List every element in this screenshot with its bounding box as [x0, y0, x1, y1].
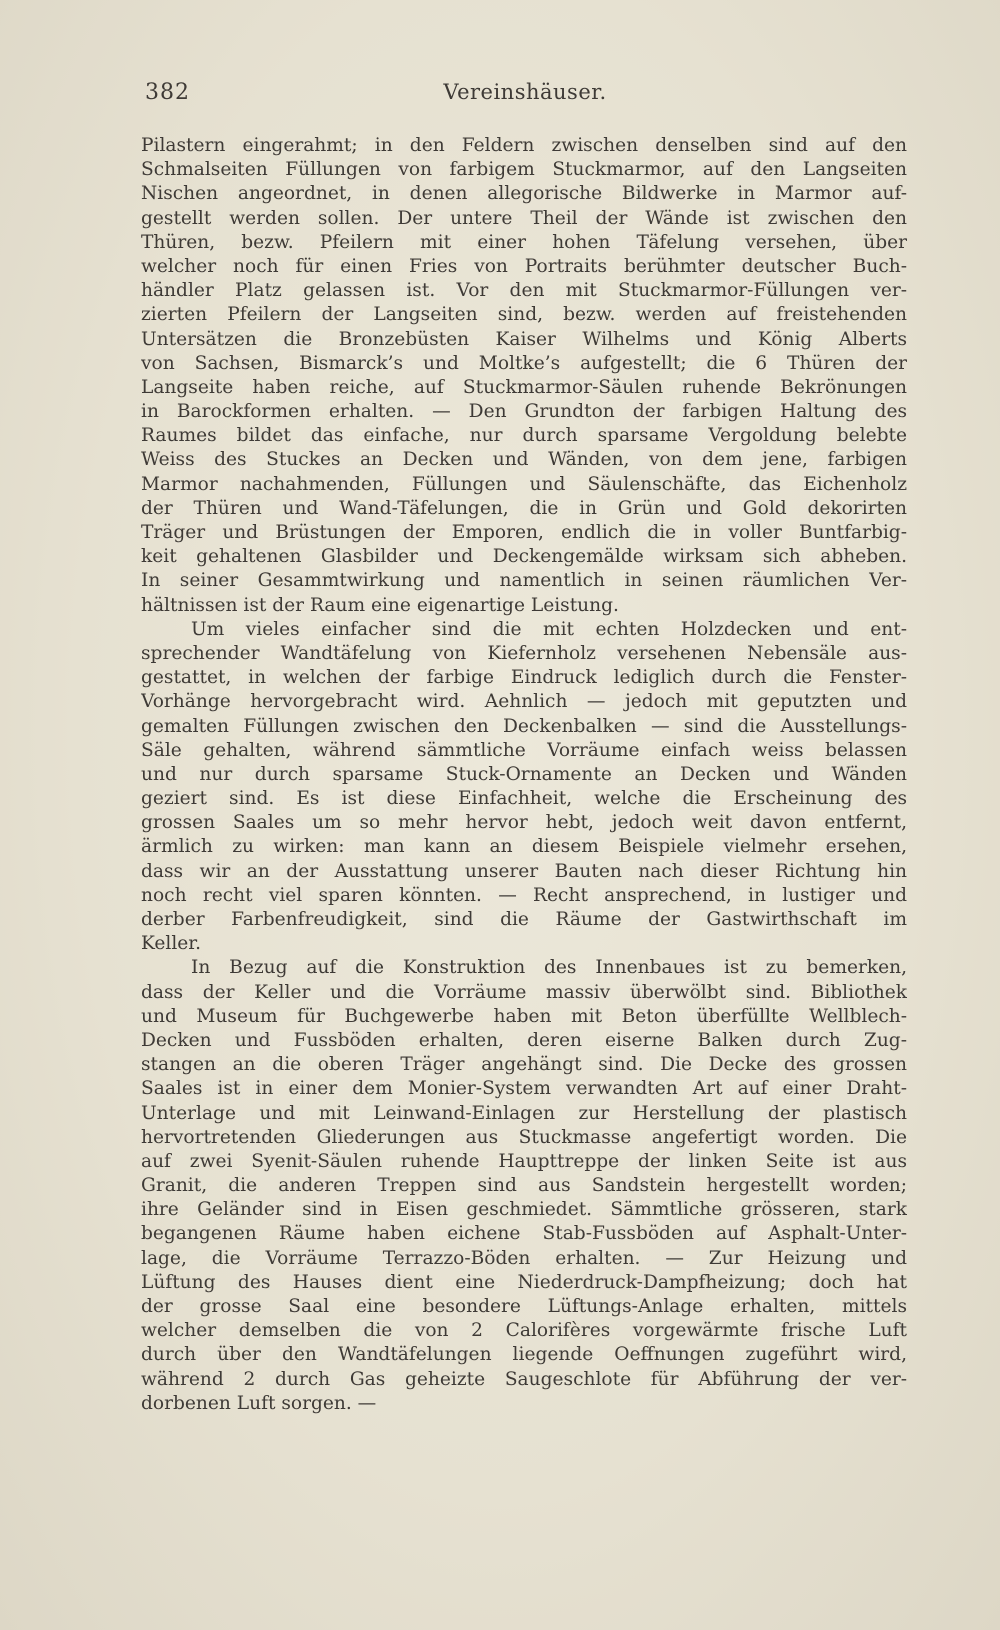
text-line: hervortretenden Gliederungen aus Stuckmasse angefertigt worden. Die	[141, 1126, 907, 1148]
paragraph	[141, 618, 907, 957]
text-line: geziert sind. Es ist diese Einfachheit, welche die Erscheinung des	[141, 788, 907, 810]
text-line: Um vieles einfacher sind die mit echten Holzdecken und ent-	[191, 618, 907, 640]
text-line: Nischen angeordnet, in denen allegorische Bildwerke in Marmor auf-	[141, 183, 907, 205]
text-line: dass der Keller und die Vorräume massiv überwölbt sind. Bibliothek	[141, 981, 907, 1003]
text-line: noch recht viel sparen könnten. — Recht ansprechend, in lustiger und	[141, 884, 907, 906]
text-line: grossen Saales um so mehr hervor hebt, jedoch weit davon entfernt,	[141, 812, 907, 834]
text-line: ihre Geländer sind in Eisen geschmiedet. Sämmtliche grösseren, stark	[141, 1199, 907, 1221]
page-header	[145, 80, 905, 110]
page-number: 382	[145, 80, 190, 105]
text-line: der grosse Saal eine besondere Lüftungs-Anlage erhalten, mittels	[141, 1296, 907, 1317]
text-line: während 2 durch Gas geheizte Saugeschlote für Abführung der ver-	[141, 1368, 907, 1390]
text-line: zierten Pfeilern der Langseiten sind, bezw. werden auf freistehenden	[141, 304, 907, 326]
text-line: Keller.	[141, 933, 202, 955]
text-line: Pilastern eingerahmt; in den Feldern zwischen denselben sind auf den	[141, 135, 907, 156]
text-line: Untersätzen die Bronzebüsten Kaiser Wilhelms und König Alberts	[141, 328, 907, 350]
text-line: sprechender Wandtäfelung von Kiefernholz versehenen Nebensäle aus-	[141, 642, 907, 664]
text-line: welcher noch für einen Fries von Portraits berühmter deutscher Buch-	[141, 255, 907, 277]
text-line: Decken und Fussböden erhalten, deren eiserne Balken durch Zug-	[141, 1029, 907, 1051]
text-line: Saales ist in einer dem Monier-System verwandten Art auf einer Draht-	[141, 1078, 907, 1100]
text-line: welcher demselben die von 2 Calorifères vorgewärmte frische Luft	[141, 1320, 907, 1342]
text-line: gemalten Füllungen zwischen den Deckenbalken — sind die Ausstellungs-	[141, 715, 907, 737]
text-line: Weiss des Stuckes an Decken und Wänden, von dem jene, farbigen	[141, 449, 907, 471]
text-line: In seiner Gesammtwirkung und namentlich in seinen räumlichen Ver-	[141, 570, 907, 592]
text-line: begangenen Räume haben eichene Stab-Fussböden auf Asphalt-Unter-	[141, 1223, 907, 1245]
text-line: stangen an die oberen Träger angehängt sind. Die Decke des grossen	[141, 1054, 907, 1076]
text-line: Granit, die anderen Treppen sind aus Sandstein hergestellt worden;	[141, 1175, 907, 1197]
text-line: gestattet, in welchen der farbige Eindruck lediglich durch die Fenster-	[141, 667, 907, 689]
text-line: Raumes bildet das einfache, nur durch sparsame Vergoldung belebte	[141, 425, 907, 447]
text-line: von Sachsen, Bismarck’s und Moltke’s aufgestellt; die 6 Thüren der	[141, 352, 907, 374]
text-line: gestellt werden sollen. Der untere Theil der Wände ist zwischen den	[141, 207, 907, 229]
text-line: Langseite haben reiche, auf Stuckmarmor-Säulen ruhende Bekrönungen	[141, 376, 907, 398]
text-line: hältnissen ist der Raum eine eigenartige Leistung.	[141, 594, 619, 616]
text-line: dorbenen Luft sorgen. —	[141, 1392, 377, 1414]
text-line: Lüftung des Hauses dient eine Niederdruck-Dampfheizung; doch hat	[141, 1271, 907, 1293]
text-line: dass wir an der Ausstattung unserer Bauten nach dieser Richtung hin	[141, 860, 907, 882]
text-line: und nur durch sparsame Stuck-Ornamente an Decken und Wänden	[141, 763, 907, 785]
body-text	[141, 134, 907, 1416]
text-line: Marmor nachahmenden, Füllungen und Säulenschäfte, das Eichenholz	[141, 473, 907, 495]
text-line: in Barockformen erhalten. — Den Grundton der farbigen Haltung des	[141, 401, 907, 423]
text-line: keit gehaltenen Glasbilder und Deckengemälde wirksam sich abheben.	[141, 546, 907, 568]
text-line: Säle gehalten, während sämmtliche Vorräume einfach weiss belassen	[141, 739, 907, 761]
paragraph	[141, 956, 907, 1416]
paragraph	[141, 134, 907, 618]
text-line: Thüren, bezw. Pfeilern mit einer hohen Täfelung versehen, über	[141, 231, 907, 253]
text-line: durch über den Wandtäfelungen liegende Oeffnungen zugeführt wird,	[141, 1344, 907, 1366]
text-line: Träger und Brüstungen der Emporen, endlich die in voller Buntfarbig-	[141, 522, 907, 543]
running-head: Vereinshäuser.	[443, 80, 607, 104]
text-line: auf zwei Syenit-Säulen ruhende Haupttreppe der linken Seite ist aus	[141, 1150, 907, 1172]
text-line: derber Farbenfreudigkeit, sind die Räume der Gastwirthschaft im	[141, 909, 907, 930]
text-line: In Bezug auf die Konstruktion des Innenbaues ist zu bemerken,	[191, 957, 907, 979]
text-line: der Thüren und Wand-Täfelungen, die in Grün und Gold dekorirten	[141, 497, 907, 519]
text-line: händler Platz gelassen ist. Vor den mit Stuckmarmor-Füllungen ver-	[141, 280, 907, 302]
text-line: Vorhänge hervorgebracht wird. Aehnlich — jedoch mit geputzten und	[141, 691, 907, 713]
text-line: Unterlage und mit Leinwand-Einlagen zur Herstellung der plastisch	[141, 1102, 907, 1124]
text-line: und Museum für Buchgewerbe haben mit Beton überfüllte Wellblech-	[141, 1005, 907, 1027]
text-line: lage, die Vorräume Terrazzo-Böden erhalten. — Zur Heizung und	[141, 1247, 907, 1269]
text-line: Schmalseiten Füllungen von farbigem Stuckmarmor, auf den Langseiten	[141, 159, 907, 181]
text-line: ärmlich zu wirken: man kann an diesem Beispiele vielmehr ersehen,	[141, 836, 907, 858]
